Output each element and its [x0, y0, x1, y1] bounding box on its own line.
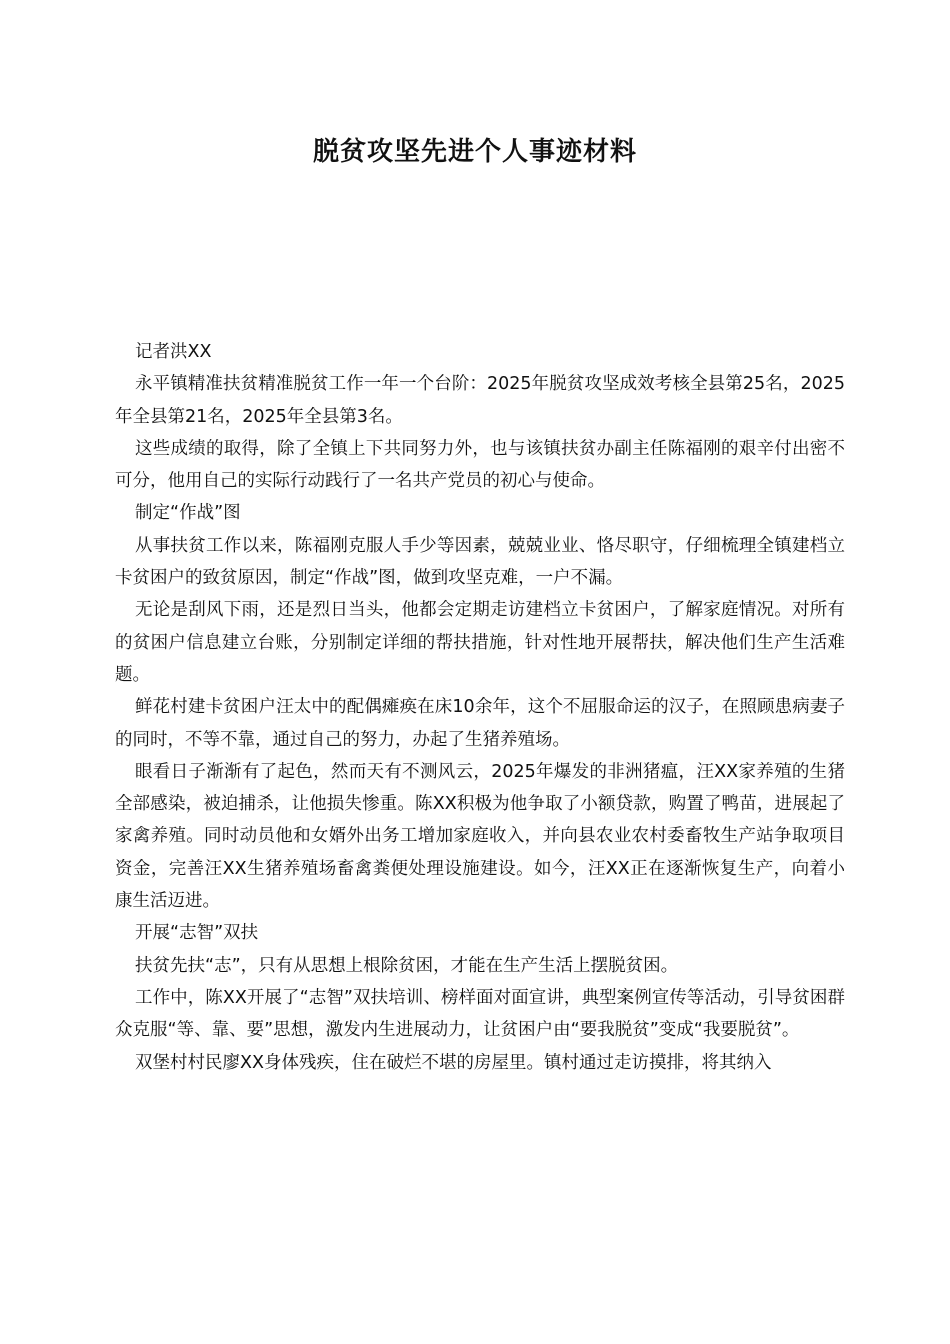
body-paragraph: 鲜花村建卡贫困户汪太中的配偶瘫痪在床10余年，这个不屈服命运的汉子，在照顾患病妻子的同时，不等不靠，通过自己的努力，办起了生猪养殖场。 — [115, 697, 845, 750]
section-heading: 开展“志智”双扶 — [135, 923, 259, 944]
document-body — [115, 336, 845, 1079]
byline-paragraph: 记者洪XX — [135, 342, 212, 362]
body-paragraph: 永平镇精准扶贫精准脱贫工作一年一个台阶：2025年脱贫攻坚成效考核全县第25名，2025年全县第21名，2025年全县第3名。 — [115, 374, 845, 427]
body-paragraph: 双堡村村民廖XX身体残疾，住在破烂不堪的房屋里。镇村通过走访摸排，将其纳入 — [135, 1052, 772, 1073]
body-paragraph: 扶贫先扶“志”，只有从思想上根除贫困，才能在生产生活上摆脱贫困。 — [135, 955, 679, 976]
body-paragraph: 工作中，陈XX开展了“志智”双扶培训、榜样面对面宣讲，典型案例宣传等活动，引导贫困群众克服“等、靠、要”思想，激发内生进展动力，让贫困户由“要我脱贫”变成“我要脱贫”。 — [115, 987, 845, 1041]
body-paragraph: 无论是刮风下雨，还是烈日当头，他都会定期走访建档立卡贫困户，了解家庭情况。对所有的贫困户信息建立台账，分别制定详细的帮扶措施，针对性地开展帮扶，解决他们生产生活难题。 — [115, 600, 845, 685]
body-paragraph: 眼看日子渐渐有了起色，然而天有不测风云，2025年爆发的非洲猪瘟，汪XX家养殖的生猪全部感染，被迫捕杀，让他损失惨重。陈XX积极为他争取了小额贷款，购置了鸭苗，进展起了家禽养殖。同时动员他和女婿外出务工增加家庭收入，并向县农业农村委畜牧生产站争取项目资金，完善汪XX生猪养殖场畜禽粪便处理设施建设。如今，汪XX正在逐渐恢复生产，向着小康生活迈进。 — [115, 761, 845, 912]
body-paragraph: 这些成绩的取得，除了全镇上下共同努力外，也与该镇扶贫办副主任陈福刚的艰辛付出密不可分，他用自己的实际行动践行了一名共产党员的初心与使命。 — [115, 438, 845, 492]
body-paragraph: 从事扶贫工作以来，陈福刚克服人手少等因素，兢兢业业、恪尽职守，仔细梳理全镇建档立卡贫困户的致贫原因，制定“作战”图，做到攻坚克难，一户不漏。 — [115, 535, 845, 589]
document-title: 脱贫攻坚先进个人事迹材料 — [312, 137, 637, 167]
section-heading: 制定“作战”图 — [135, 503, 241, 524]
